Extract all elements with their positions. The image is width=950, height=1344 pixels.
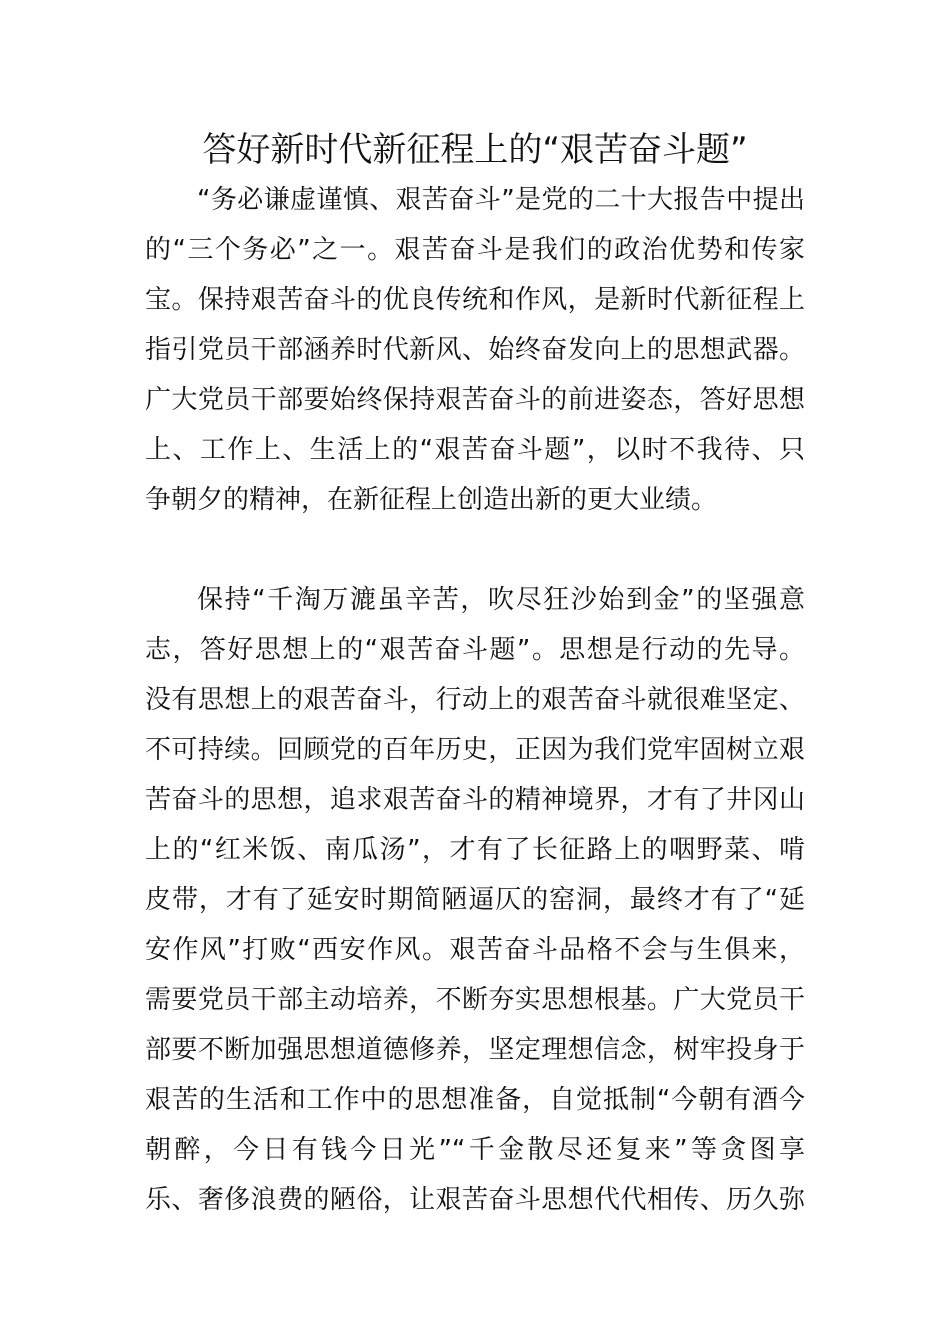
paragraph-line: 保持“千淘万漉虽辛苦，吹尽狂沙始到金”的坚强意 <box>197 585 805 615</box>
paragraph-line: 乐、奢侈浪费的陋俗，让艰苦奋斗思想代代相传、历久弥 <box>145 1185 805 1215</box>
paragraph-line: 上的“红米饭、南瓜汤”，才有了长征路上的咽野菜、啃 <box>145 835 805 865</box>
paragraph-line: 上、工作上、生活上的“艰苦奋斗题”，以时不我待、只 <box>145 435 805 465</box>
paragraph-line: 安作风”打败“西安作风。艰苦奋斗品格不会与生俱来， <box>145 935 805 965</box>
paragraph-line: 需要党员干部主动培养，不断夯实思想根基。广大党员干 <box>145 985 805 1015</box>
paragraph-line: 广大党员干部要始终保持艰苦奋斗的前进姿态，答好思想 <box>145 385 805 415</box>
paragraph-line: 没有思想上的艰苦奋斗，行动上的艰苦奋斗就很难坚定、 <box>145 685 805 715</box>
paragraph-line: 部要不断加强思想道德修养，坚定理想信念，树牢投身于 <box>145 1035 805 1065</box>
paragraph-line: 苦奋斗的思想，追求艰苦奋斗的精神境界，才有了井冈山 <box>145 785 805 815</box>
paragraph-line: 的“三个务必”之一。艰苦奋斗是我们的政治优势和传家 <box>145 235 805 265</box>
paragraph-line: 指引党员干部涵养时代新风、始终奋发向上的思想武器。 <box>145 335 805 365</box>
paragraph-line: 艰苦的生活和工作中的思想准备，自觉抵制“今朝有酒今 <box>145 1085 805 1115</box>
paragraph-line: “务必谦虚谨慎、艰苦奋斗”是党的二十大报告中提出 <box>197 185 805 215</box>
paragraph-line: 争朝夕的精神，在新征程上创造出新的更大业绩。 <box>145 485 718 515</box>
paragraph-line: 朝醉，今日有钱今日光”“千金散尽还复来”等贪图享 <box>145 1135 805 1165</box>
paragraph-line: 皮带，才有了延安时期简陋逼仄的窑洞，最终才有了“延 <box>145 885 805 915</box>
paragraph-line: 宝。保持艰苦奋斗的优良传统和作风，是新时代新征程上 <box>145 285 805 315</box>
paragraph-line: 不可持续。回顾党的百年历史，正因为我们党牢固树立艰 <box>145 735 805 765</box>
document-title: 答好新时代新征程上的“艰苦奋斗题” <box>202 130 748 170</box>
paragraph-line: 志，答好思想上的“艰苦奋斗题”。思想是行动的先导。 <box>145 635 805 665</box>
